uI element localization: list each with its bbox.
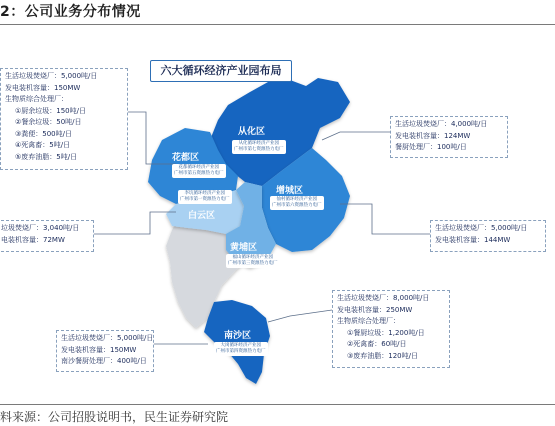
district-label-huadu: 花都区 (172, 153, 200, 163)
section-heading: 2：公司业务分布情况 (0, 4, 141, 20)
box-line: ③粪便：500吨/日 (15, 129, 72, 138)
info-box-topleft (0, 68, 128, 170)
box-line: ③废弃油脂：120吨/日 (347, 351, 418, 360)
connector-midleft (92, 212, 176, 234)
source-note: 料来源：公司招股说明书，民生证券研究院 (0, 410, 229, 424)
box-line: 南沙餐厨处理厂：400吨/日 (61, 357, 147, 365)
box-line: ②餐余垃圾：50吨/日 (15, 118, 82, 126)
box-line: 垃圾焚烧厂：3,040吨/日 (1, 224, 80, 232)
info-box-midright (430, 220, 546, 252)
district-label-conghua: 从化区 (238, 127, 266, 137)
box-line: 发电装机容量：124MW (395, 131, 471, 140)
bottom-divider (0, 404, 555, 405)
park-label-conghua: 从化循环经济产业园 广州市第七资源热力电厂 (234, 141, 284, 152)
box-line: ②死禽畜：60吨/日 (347, 340, 407, 348)
district-label-baiyun: 白云区 (188, 211, 216, 221)
box-line: ④死禽畜：5吨/日 (15, 141, 71, 149)
district-label-zengcheng: 增城区 (276, 186, 304, 196)
box-line: ⑤废弃油脂：5吨/日 (15, 152, 78, 161)
district-label-nansha: 南沙区 (224, 331, 252, 341)
box-line: 电装机容量：72MW (1, 235, 65, 244)
park-label-huadu: 花都循环经济产业园 广州市第五资源热力电厂 (174, 165, 224, 176)
district-label-huangpu: 黄埔区 (230, 243, 258, 253)
park-label-huangpu: 福山循环经济产业园 广州市第三资源热力电厂 (228, 255, 278, 266)
box-line: 生活垃圾焚烧厂：5,000吨/日 (5, 72, 98, 80)
box-line: 生活垃圾焚烧厂：5,000吨/日 (435, 224, 528, 232)
box-line: ①餐厨垃圾：1,200吨/日 (347, 328, 425, 337)
park-label-baiyun: 李坑循环经济产业园 广州市第一资源热力电厂 (180, 191, 230, 202)
box-line: 生活垃圾焚烧厂：5,000吨/日 (61, 334, 154, 342)
box-line: 餐厨处理厂：100吨/日 (395, 143, 467, 151)
box-line: 生物质综合处理厂： (337, 317, 400, 325)
info-box-topright (390, 116, 508, 158)
info-box-midleft (0, 220, 94, 252)
connector-topright (322, 132, 390, 140)
box-line: 发电装机容量：144MW (435, 235, 511, 244)
box-line: 发电装机容量：250MW (337, 305, 413, 314)
box-line: 生活垃圾焚烧厂：4,000吨/日 (395, 120, 488, 128)
box-line: 发电装机容量：150MW (5, 83, 81, 92)
box-line: ①厨余垃圾：150吨/日 (15, 106, 86, 115)
box-line: 生物质综合处理厂： (5, 95, 68, 103)
park-label-nansha: 大岗循环经济产业园 广州市第四资源热力电厂 (216, 343, 266, 354)
box-line: 发电装机容量：150MW (61, 345, 137, 354)
info-box-lowleft (56, 330, 154, 372)
connector-lowright (268, 310, 332, 322)
park-label-zengcheng: 仙村循环经济产业园 广州市第六资源热力电厂 (272, 197, 322, 208)
map-title: 六大循环经济产业园布局 (150, 60, 292, 82)
box-line: 生活垃圾焚烧厂：8,000吨/日 (337, 294, 430, 302)
info-box-lowright (332, 290, 450, 368)
connector-midright (340, 204, 430, 234)
